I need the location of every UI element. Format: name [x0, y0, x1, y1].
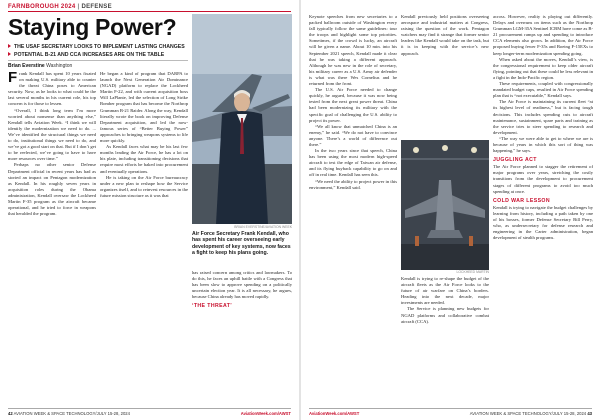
paragraph: Frank Kendall has spent 10 years fixated on making U.S. military able to counter the threat China poses to American security. Now, as he looks to what could be the last several months in his current role, his top concern is for those to lessen. — [8, 71, 96, 107]
subhead-threat: ‘THE THREAT’ — [192, 303, 233, 310]
site-link-left[interactable]: AviationWeek.com/AWST — [240, 411, 291, 416]
body-column-1 — [8, 71, 96, 401]
byline — [8, 63, 72, 69]
paragraph: He is taking on the Air Force bureaucracy under a new plan to reshape how the Service organizes itself, and to reinvest resources in the future mission structure as it was that — [100, 174, 188, 198]
body-column-3 — [192, 270, 292, 401]
body-column-6 — [401, 276, 489, 401]
byline-author: Brian Everstine — [8, 63, 45, 69]
deck-arrow-icon — [8, 52, 11, 56]
photo-illustration — [192, 14, 292, 224]
paragraph: “We need the ability to project power in this environment,” Kendall said. — [309, 178, 397, 190]
body-column-7 — [493, 14, 593, 401]
subhead-cold-war: COLD WAR LESSON — [493, 197, 551, 204]
right-page — [301, 0, 600, 420]
header-rule — [8, 11, 291, 12]
paragraph: “Overall, I think long term I’m more worried about nonsense than anything else,” Kendall tells Aviation Week. “I think we will identify the modernization we need to do. ... We’ve identified the structural things we need to do, institutional things we need to do, and we’ve got a good start on that. But if I don’t get to be reelected, we’ve going to have to have more resources over time.” — [8, 107, 96, 162]
paragraph: When asked about the moves, Kendall’s view, is the congressional requirement to keep older aircraft flying, pointing out that these could be less relevant in a fight in the Indo-Pacific region. — [493, 56, 593, 80]
paragraph: In the two years since that speech, China has been using the most modern high-speed aircraft to test the edge of Taiwan air defense, and its flying buyback capability to go on and off in real time. Kendall has seen this. — [309, 148, 397, 178]
drop-cap: F — [8, 71, 18, 86]
hangar-photo — [401, 140, 489, 270]
paragraph: Kendall is trying to navigate the budget challenges by learning from history, including a path taken by one of his bosses, former Defense Secretary Bill Perry, who, as undersecretary for defense research and engineering in the Carter administration, began development of stealth programs. — [493, 204, 593, 241]
paragraph: The Air Force is maintaining its current fleet “at its highest level of readiness,” but is facing tough decisions. This includes spending cuts to aircraft maintenance, sustainment, spare parts and training as the service tries to steer spending to research and development. — [493, 99, 593, 135]
page-number-left: 42 — [8, 411, 13, 416]
body-column-2 — [100, 71, 188, 401]
footer-rule-left — [8, 408, 291, 409]
paragraph: He began a kind of program that DARPA to launch the Next Generation Air Dominance (NGAD) platform to replace the Lockheed Martin F-22, and with current acquisition boss Will LaPlante, led the selection of Long Strike Bomber program that has become the Northrop Grumman B-21 Raider. Along the way, Kendall literally wrote the book on improving Defense Department acquisition, and led the now-famous series of “Better Buying Power” approaches to bringing weapons systems to life more quickly. — [100, 71, 188, 144]
footer-right — [309, 411, 592, 416]
subhead-juggling: JUGGLING ACT — [493, 157, 537, 164]
body-column-4 — [309, 14, 397, 401]
paragraph: The Air Force planned to stagger the retirement of major programs over years, stretching the costly transitions from the development to procurement stages of different programs to avoid too much spending at once. — [493, 164, 593, 194]
footer-rule-right — [309, 408, 592, 409]
paragraph: These requirements, coupled with congressionally mandated budget caps, resulted in Air Force spending plan that is “not executable,” Kendall says. — [493, 81, 593, 99]
paragraph: The Service is planning new budgets for NGAD platforms and collaborative combat aircraft (CCA). — [401, 306, 489, 324]
paragraph: Perhaps no other senior Defense Department official in recent years has had as storied an impact on Pentagon modernization as Kendall. In his roughly seven years in acquisition roles during the Obama administration, Kendall oversaw the Lockheed Martin F-35 program as the aircraft became operational, and he tried to force in weapons that heralded the program. — [8, 162, 96, 217]
deck-line-1: THE USAF SECRETARY LOOKS TO IMPLEMENT LASTING CHANGES — [8, 44, 188, 50]
paragraph: has raised concern among critics and lawmakers. To do this, he faces an uphill battle with a Congress that has been slow to approve spending on a politically uncertain election year. It is all necessary, he argues, because China already has moved rapidly. — [192, 270, 292, 300]
paragraph: The U.S. Air Force needed to change quickly, he argued, because it was now being tested from the next great power threat. China had been modernizing its military with the specific goal of challenging the U.S. ability to project its power. — [309, 87, 397, 123]
section-label: DEFENSE — [81, 4, 112, 10]
kendall-photo — [192, 14, 292, 224]
photo-illustration — [401, 140, 489, 270]
headline: Staying Power? — [8, 14, 177, 40]
left-page — [0, 0, 299, 420]
byline-location: Washington — [46, 63, 73, 69]
deck-line-2: POTENTIAL B-21 AND CCA INCREASES ARE ON THE TABLE — [8, 52, 188, 58]
photo-caption: Air Force Secretary Frank Kendall, who has spent his career overseeing early development of key systems, now faces a fight to keep his plans going. — [192, 231, 291, 257]
publication-line-left: AVIATION WEEK & SPACE TECHNOLOGY/JULY 15-28, 2024 — [13, 411, 130, 416]
header-separator: | — [77, 4, 80, 10]
paragraph: Kendall is trying to re-shape the budget of the aircraft fleets as the Air Force looks to the future of air warfare on China’s borders. Heading into the next decade, major investments are needed. — [401, 276, 489, 306]
footer-left — [8, 411, 291, 416]
deck-arrow-icon — [8, 44, 11, 48]
event-label: FARNBOROUGH 2024 — [8, 4, 76, 10]
paragraph: “The way we were able to get to where we are is because of years in which this sort of thing was happening,” he says. — [493, 135, 593, 154]
site-link-right[interactable]: AviationWeek.com/AWST — [309, 411, 360, 416]
photo-credit-right: LOCKHEED MARTIN — [456, 270, 489, 274]
section-header — [8, 4, 112, 10]
paragraph: Kendall previously held positions overseeing aerospace and industrial matters at Congress, raising the question of the work. Pentagon watchers may find it strange that former senior leaders like Kendall would take on the task, but it is in keeping with the service’s new approach. — [401, 14, 489, 56]
paragraph: Keynote speeches from new secretaries to a packed ballroom outside of Washington every fall typically follow the same guidelines: tour the troops and highlight some top priorities. Sometimes, if the crowd is lucky, an aircraft will be given a name. About 10 min. into his September 2021 speech, Kendall made it clear that he was taking a different approach. Although he was new in the role of secretary, his military career as a U.S. Army air defender is what was there Wes Cornelius and he returned from the front. — [309, 14, 397, 87]
body-column-5 — [401, 14, 489, 134]
publication-line-right: AVIATION WEEK & SPACE TECHNOLOGY/JULY 15-28, 2024 — [469, 411, 587, 416]
deck-rule — [8, 60, 188, 61]
paragraph: “We all know that unmatched China is an enemy,” he said. “We do not have to convince anyone. There’s a world of difference out there.” — [309, 123, 397, 147]
photo-credit-left: BRIAN EVERSTINE/AVIATION WEEK — [234, 225, 292, 229]
paragraph: As Kendall faces what may be his last few months leading the Air Force, he has a lot on his plate, including transitioning decisions that require most efforts be baked into procurement and eventually operations. — [100, 144, 188, 174]
paragraph: across. However, reality is playing out differently. Delays and overruns on items such as the Northrop Grumman LGM-35A Sentinel ICBM have come as B-21 procurement ramps up and spending to introduce CCA elements also grows. In addition, the Air Force proposed buying fewer F-35s and Boeing F-15EXs to keep longer-term modernization spending going. — [493, 14, 593, 56]
page-number-right: 43 — [587, 411, 592, 416]
